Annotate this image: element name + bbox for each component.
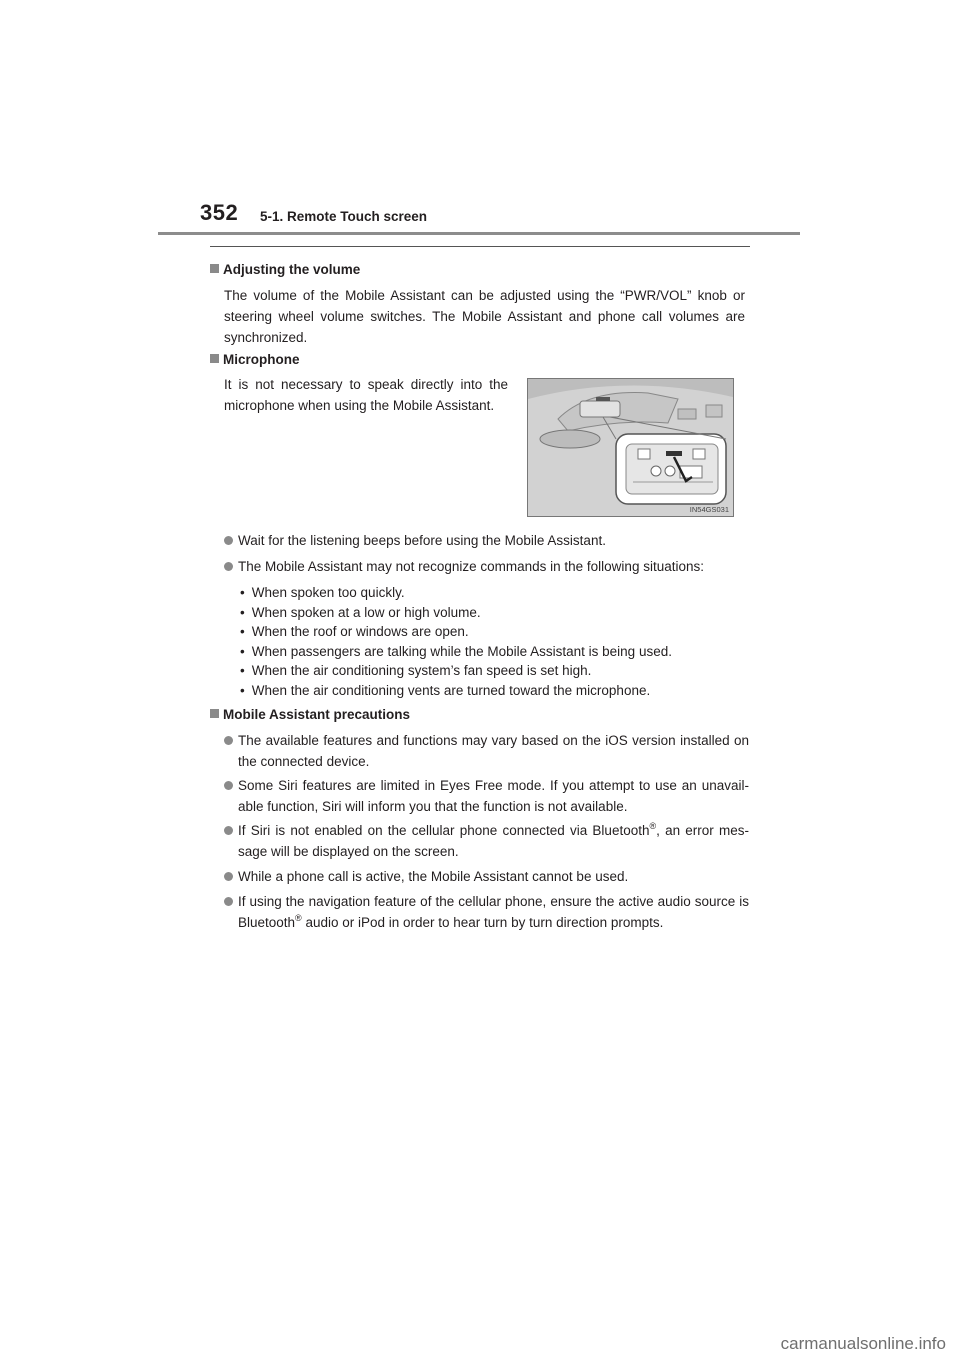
volume-heading-text: Adjusting the volume (223, 262, 361, 277)
precautions-bullet-3-text-b: , an error mes-sage will be displayed on the screen. (238, 823, 749, 859)
page-number: 352 (200, 200, 239, 225)
overhead-console-illustration (528, 379, 733, 516)
figure-code: IN54GS031 (689, 505, 729, 514)
sub-rule (210, 246, 750, 247)
list-item: • When the air conditioning system’s fan speed is set high. (240, 661, 672, 681)
square-marker-icon (210, 264, 219, 273)
list-item: • When spoken too quickly. (240, 583, 672, 603)
precautions-bullet-3-text-a: If Siri is not enabled on the cellular phone connected via Bluetooth (238, 823, 650, 838)
square-marker-icon (210, 709, 219, 718)
circle-bullet-icon (224, 736, 233, 745)
list-item: • When spoken at a low or high volume. (240, 603, 672, 623)
registered-mark: ® (649, 821, 657, 831)
list-item: • When passengers are talking while the Mobile Assistant is being used. (240, 642, 672, 662)
square-marker-icon (210, 354, 219, 363)
volume-text: The volume of the Mobile Assistant can be adjusted using the “PWR/VOL” knob or steering wheel volume switches. The Mobile Assistant and phone call volumes are synchronized. (224, 288, 745, 345)
microphone-bullet-2-text: The Mobile Assistant may not recognize commands in the following situations: (238, 559, 704, 574)
precautions-bullet-5-text-a: If using the navigation feature of the cellular phone, ensure the active audio source is Bluetooth (238, 894, 749, 930)
precautions-bullet-3 (238, 820, 749, 862)
circle-bullet-icon (224, 826, 233, 835)
precautions-bullet-4-text: While a phone call is active, the Mobile Assistant cannot be used. (238, 869, 629, 884)
microphone-heading-text: Microphone (223, 352, 300, 367)
precautions-bullet-1-text: The available features and functions may vary based on the iOS version installed on the connected device. (238, 733, 749, 769)
microphone-illustration (527, 378, 734, 517)
precautions-bullet-5-text-b: audio or iPod in order to hear turn by turn direction prompts. (301, 915, 664, 930)
volume-heading (210, 259, 360, 280)
circle-bullet-icon (224, 562, 233, 571)
situations-list (240, 583, 672, 700)
watermark-text: carmanualsonline.info (780, 1334, 946, 1353)
header-rule (158, 232, 800, 235)
circle-bullet-icon (224, 897, 233, 906)
precautions-bullet-2 (238, 775, 749, 817)
precautions-heading (210, 704, 410, 725)
microphone-heading (210, 349, 300, 370)
microphone-bullet-2 (238, 556, 746, 577)
microphone-bullet-1 (238, 530, 746, 551)
section-title: 5-1. Remote Touch screen (260, 209, 428, 224)
microphone-text: It is not necessary to speak directly into the microphone when using the Mobile Assistant. (224, 377, 508, 413)
list-item: • When the air conditioning vents are turned toward the microphone. (240, 681, 672, 701)
precautions-bullet-1 (238, 730, 749, 772)
microphone-bullet-1-text: Wait for the listening beeps before using the Mobile Assistant. (238, 533, 606, 548)
precautions-bullet-5 (238, 891, 749, 933)
precautions-heading-text: Mobile Assistant precautions (223, 707, 411, 722)
precautions-bullet-2-text: Some Siri features are limited in Eyes Free mode. If you attempt to use an unavail-able function, Siri will inform you that the function is not available. (238, 778, 749, 814)
registered-mark: ® (295, 913, 302, 923)
circle-bullet-icon (224, 872, 233, 881)
circle-bullet-icon (224, 781, 233, 790)
precautions-bullet-4 (238, 866, 749, 887)
circle-bullet-icon (224, 536, 233, 545)
list-item: • When the roof or windows are open. (240, 622, 672, 642)
